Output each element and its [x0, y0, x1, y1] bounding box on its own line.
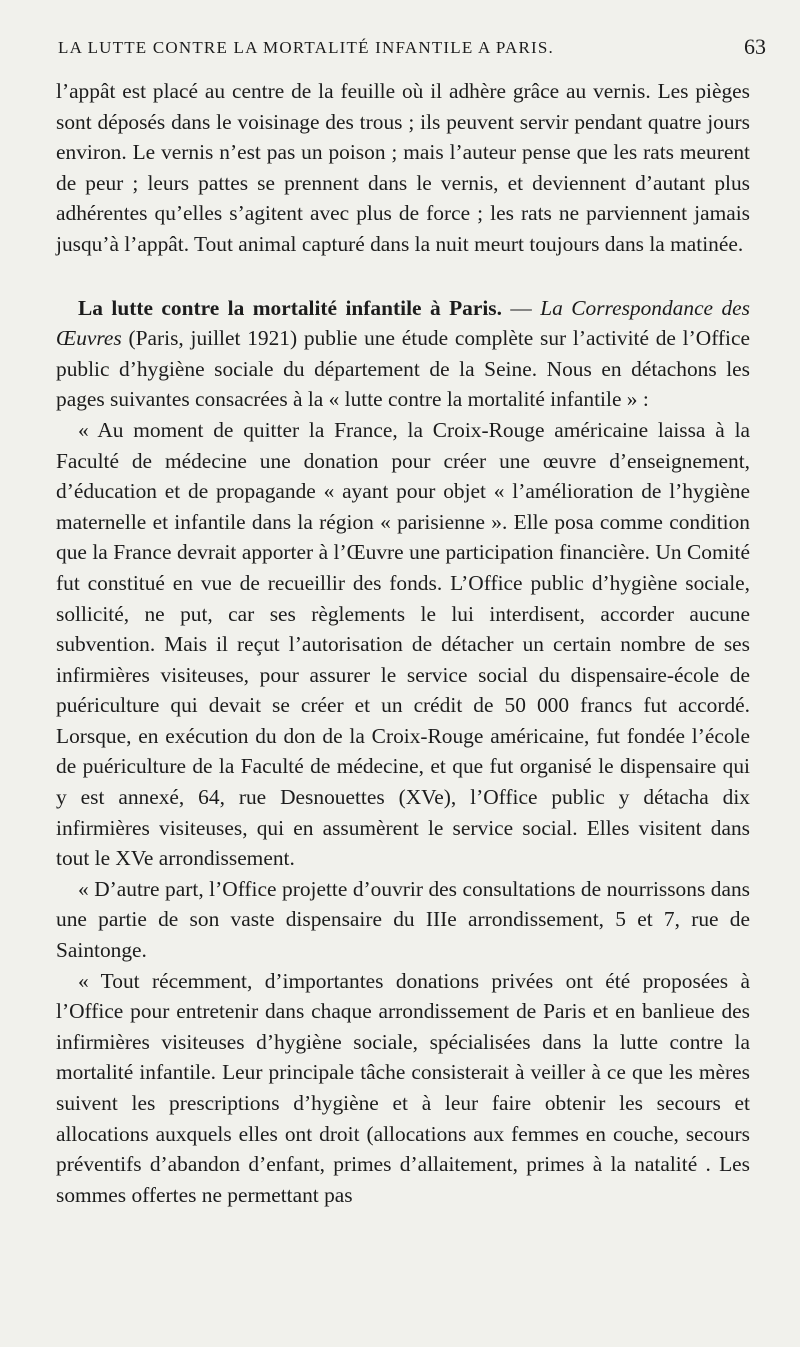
paragraph-consultations: « D’autre part, l’Office projette d’ouvrir des consultations de nourrissons dans une partie de son vaste dispensaire du IIIe arrondissement, 5 et 7, rue de Saintonge.	[56, 876, 750, 963]
page-body	[56, 76, 750, 1210]
section-dash: —	[501, 295, 541, 320]
section-heading: La lutte contre la mortalité infantile à Paris.	[78, 295, 502, 320]
running-head-title: LA LUTTE CONTRE LA MORTALITÉ INFANTILE A PARIS.	[58, 38, 555, 57]
source-title: La Correspondance des Œuvres	[56, 295, 750, 351]
paragraph-donations: « Tout récemment, d’importantes donations privées ont été proposées à l’Office pour entretenir dans chaque arrondissement de Paris et en banlieue des infirmières visiteuses d’hygiène sociale, spécialisées dans la lutte contre la mortalité infantile. Leur principale tâche consisterait à veiller à ce que les mères suivent les prescriptions d’hygiène et à leur faire obtenir les secours et allocations auxquels elles ont droit (allocations aux femmes en couche, secours préventifs d’abandon d’enfant, primes d’allaitement, primes à la natalité . Les sommes offertes ne permettant pas	[56, 968, 750, 1207]
paragraph-croix-rouge: « Au moment de quitter la France, la Croix-Rouge américaine laissa à la Faculté de médecine une donation pour créer une œuvre d’enseignement, d’éducation et de propagande « ayant pour objet « l’amélioration de l’hygiène maternelle et infantile dans la région « parisienne ». Elle posa comme condition que la France devrait apporter à l’Œuvre une participation financière. Un Comité fut constitué en vue de recueillir des fonds. L’Office public d’hygiène sociale, sollicité, ne put, car ses règlements le lui interdisent, accorder aucune subvention. Mais il reçut l’autorisation de détacher un certain nombre de ses infirmières visiteuses, pour assurer le service social du dispensaire-école de puériculture qui devait se créer et un crédit de 50 000 francs fut accordé. Lorsque, en exécution du don de la Croix-Rouge américaine, fut fondée l’école de puériculture de la Faculté de médecine, et que fut organisé le dispensaire qui y est annexé, 64, rue Desnouettes (XVe), l’Office public y détacha dix infirmières visiteuses, qui en assumèrent le service social. Elles visitent dans tout le XVe arrondissement.	[56, 417, 750, 871]
paragraph-rat-traps: l’appât est placé au centre de la feuille où il adhère grâce au vernis. Les pièges sont déposés dans le voisinage des trous ; ils peuvent servir pendant quatre jours environ. Le vernis n’est pas un poison ; mais l’auteur pense que les rats meurent de peur ; leurs pattes se prennent dans le vernis, et deviennent d’autant plus adhérentes qu’elles s’agitent avec plus de force ; les rats ne parviennent jamais jusqu’à l’appât. Tout animal capturé dans la nuit meurt toujours dans la matinée.	[56, 79, 750, 256]
section-intro-paragraph	[56, 293, 750, 415]
section-intro-text: (Paris, juillet 1921) publie une étude complète sur l’activité de l’Office public d’hygiène sociale du département de la Seine. Nous en détachons les pages suivantes consacrées à la « lutte contre la mortalité infantile » :	[56, 326, 750, 412]
page-number: 63	[744, 34, 766, 59]
